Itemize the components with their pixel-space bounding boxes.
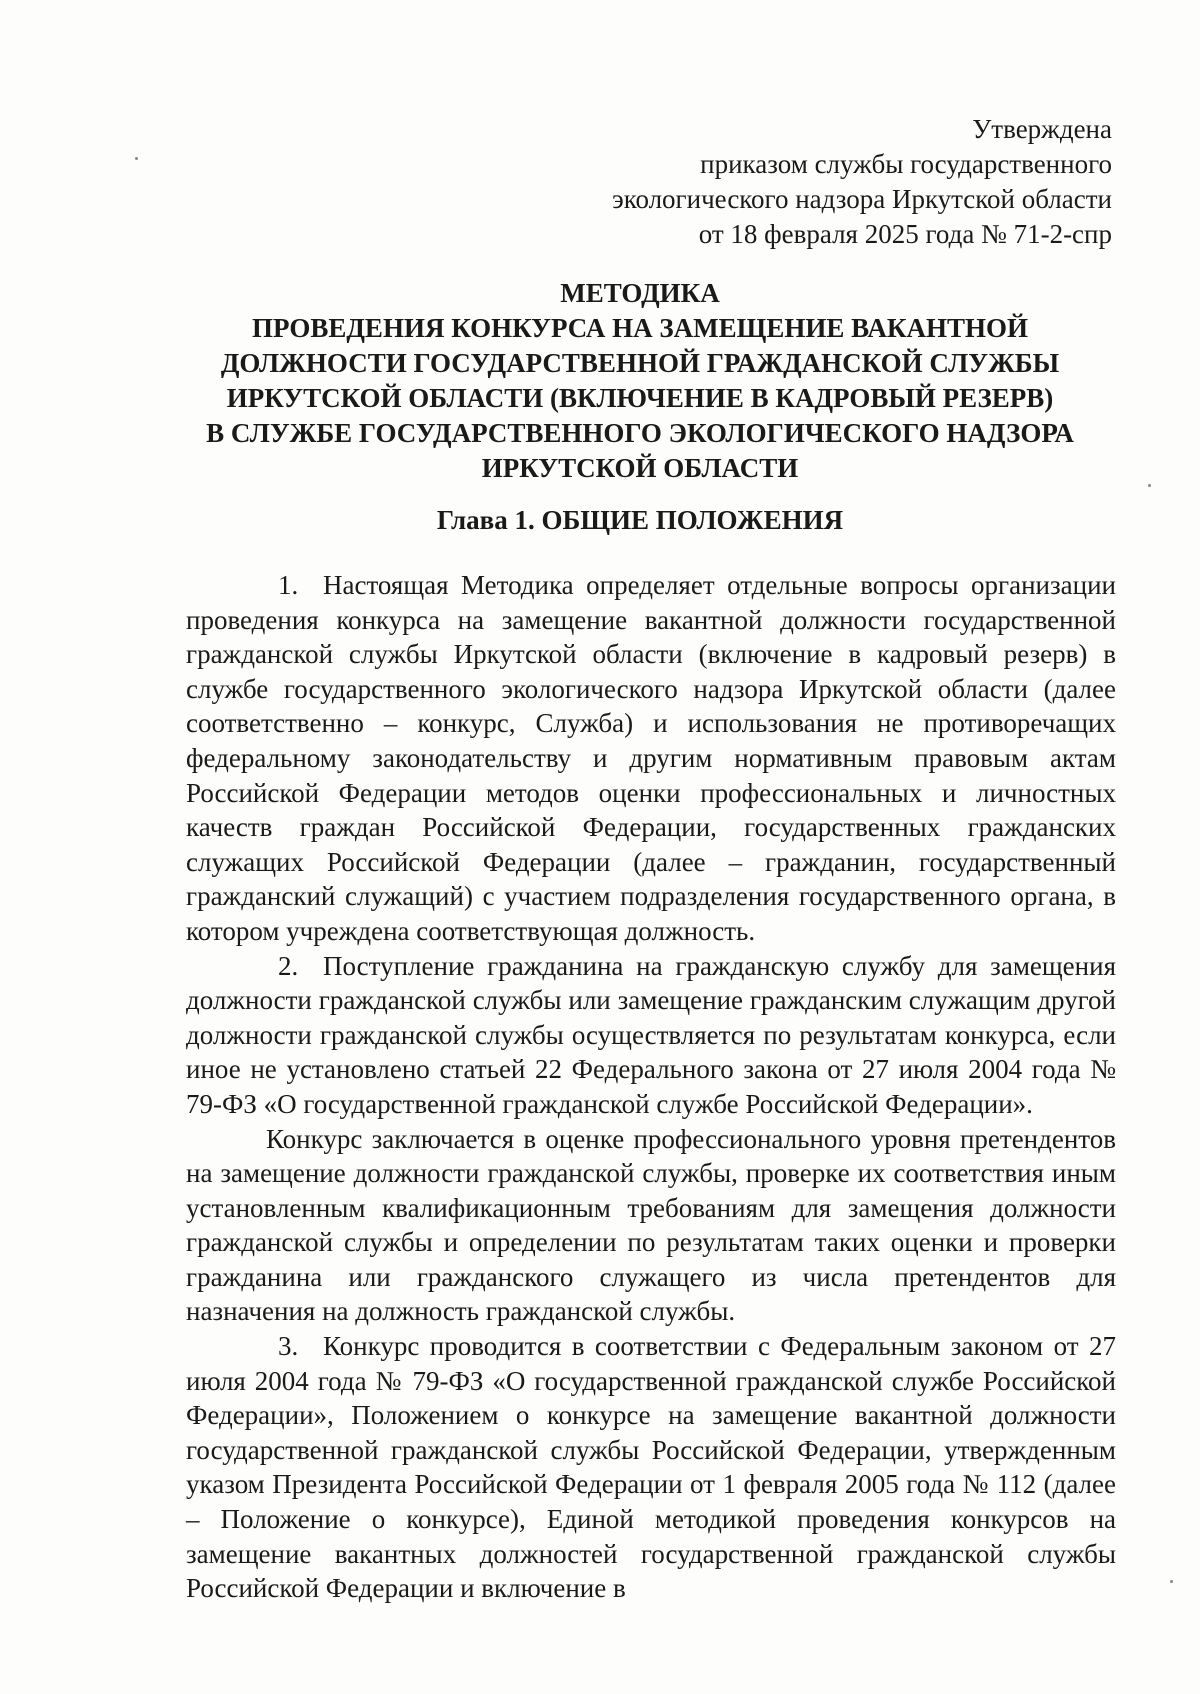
scan-speck [1170, 1580, 1173, 1583]
paragraph-text: Конкурс проводится в соответствии с Федеральным законом от 27 июля 2004 года № 79-ФЗ «О государственной гражданской службе Российской Федерации», Положением о конкурсе на замещение вакантной должности государственной гражданской службы Российской Федерации, утвержденным указом Президента Российской Федерации от 1 февраля 2005 года № 112 (далее – Положение о конкурсе), Единой методикой проведения конкурсов на замещение вакантных должностей государственной гражданской службы Российской Федерации и включение в [186, 1331, 1116, 1604]
approval-line: от 18 февраля 2025 года № 71-2-спр [698, 219, 1112, 249]
title-line: ИРКУТСКОЙ ОБЛАСТИ [481, 453, 799, 483]
paragraph-number: 1. [278, 570, 299, 600]
paragraph-text: Поступление гражданина на гражданскую службу для замещения должности гражданской службы или замещение гражданским служащим другой должности гражданской службы осуществляется по результатам конкурса, если иное не установлено статьей 22 Федерального закона от 27 июля 2004 года № 79-ФЗ «О государственной гражданской службе Российской Федерации». [186, 950, 1116, 1119]
approval-line: экологического надзора Иркутской области [612, 184, 1112, 214]
paragraph-number: 3. [278, 1331, 299, 1362]
scan-speck [135, 157, 138, 160]
paragraph [186, 1329, 1116, 1606]
paragraph-text: Конкурс заключается в оценке профессионального уровня претендентов на замещение должности гражданской службы, проверке их соответствия иным установленным квалификационным требованиям для замещения должности гражданской службы и определении по результатам таких оценки и проверки гражданина или гражданского служащего из числа претендентов для назначения на должность гражданской службы. [186, 1123, 1116, 1327]
title-line: ИРКУТСКОЙ ОБЛАСТИ (ВКЛЮЧЕНИЕ В КАДРОВЫЙ РЕЗЕРВ) [226, 383, 1054, 413]
title-line: МЕТОДИКА [560, 278, 720, 308]
approval-line: Утверждена [972, 114, 1112, 144]
document-title [160, 276, 1120, 486]
title-line: ДОЛЖНОСТИ ГОСУДАРСТВЕННОЙ ГРАЖДАНСКОЙ СЛУЖБЫ [220, 348, 1060, 378]
paragraph [186, 1122, 1116, 1330]
paragraph [186, 949, 1116, 1122]
scan-speck [1148, 484, 1151, 487]
paragraph-text: Настоящая Методика определяет отдельные вопросы организации проведения конкурса на замещение вакантной должности государственной гражданской службы Иркутской области (включение в кадровый резерв) в службе государственного экологического надзора Иркутской области (далее соответственно – конкурс, Служба) и использования не противоречащих федеральному законодательству и другим нормативным правовым актам Российской Федерации методов оценки профессиональных и личностных качеств граждан Российской Федерации, государственных гражданских служащих Российской Федерации (далее – гражданин, государственный гражданский служащий) с участием подразделения государственного органа, в котором учреждена соответствующая должность. [186, 570, 1116, 946]
document-body [186, 568, 1116, 1606]
paragraph-number: 2. [278, 950, 299, 981]
approval-stamp [612, 112, 1112, 252]
paragraph [186, 568, 1116, 949]
approval-line: приказом службы государственного [700, 149, 1112, 179]
title-line: В СЛУЖБЕ ГОСУДАРСТВЕННОГО ЭКОЛОГИЧЕСКОГО НАДЗОРА [206, 418, 1074, 448]
chapter-heading: Глава 1. ОБЩИЕ ПОЛОЖЕНИЯ [436, 505, 844, 535]
title-line: ПРОВЕДЕНИЯ КОНКУРСА НА ЗАМЕЩЕНИЕ ВАКАНТНОЙ [252, 313, 1028, 343]
